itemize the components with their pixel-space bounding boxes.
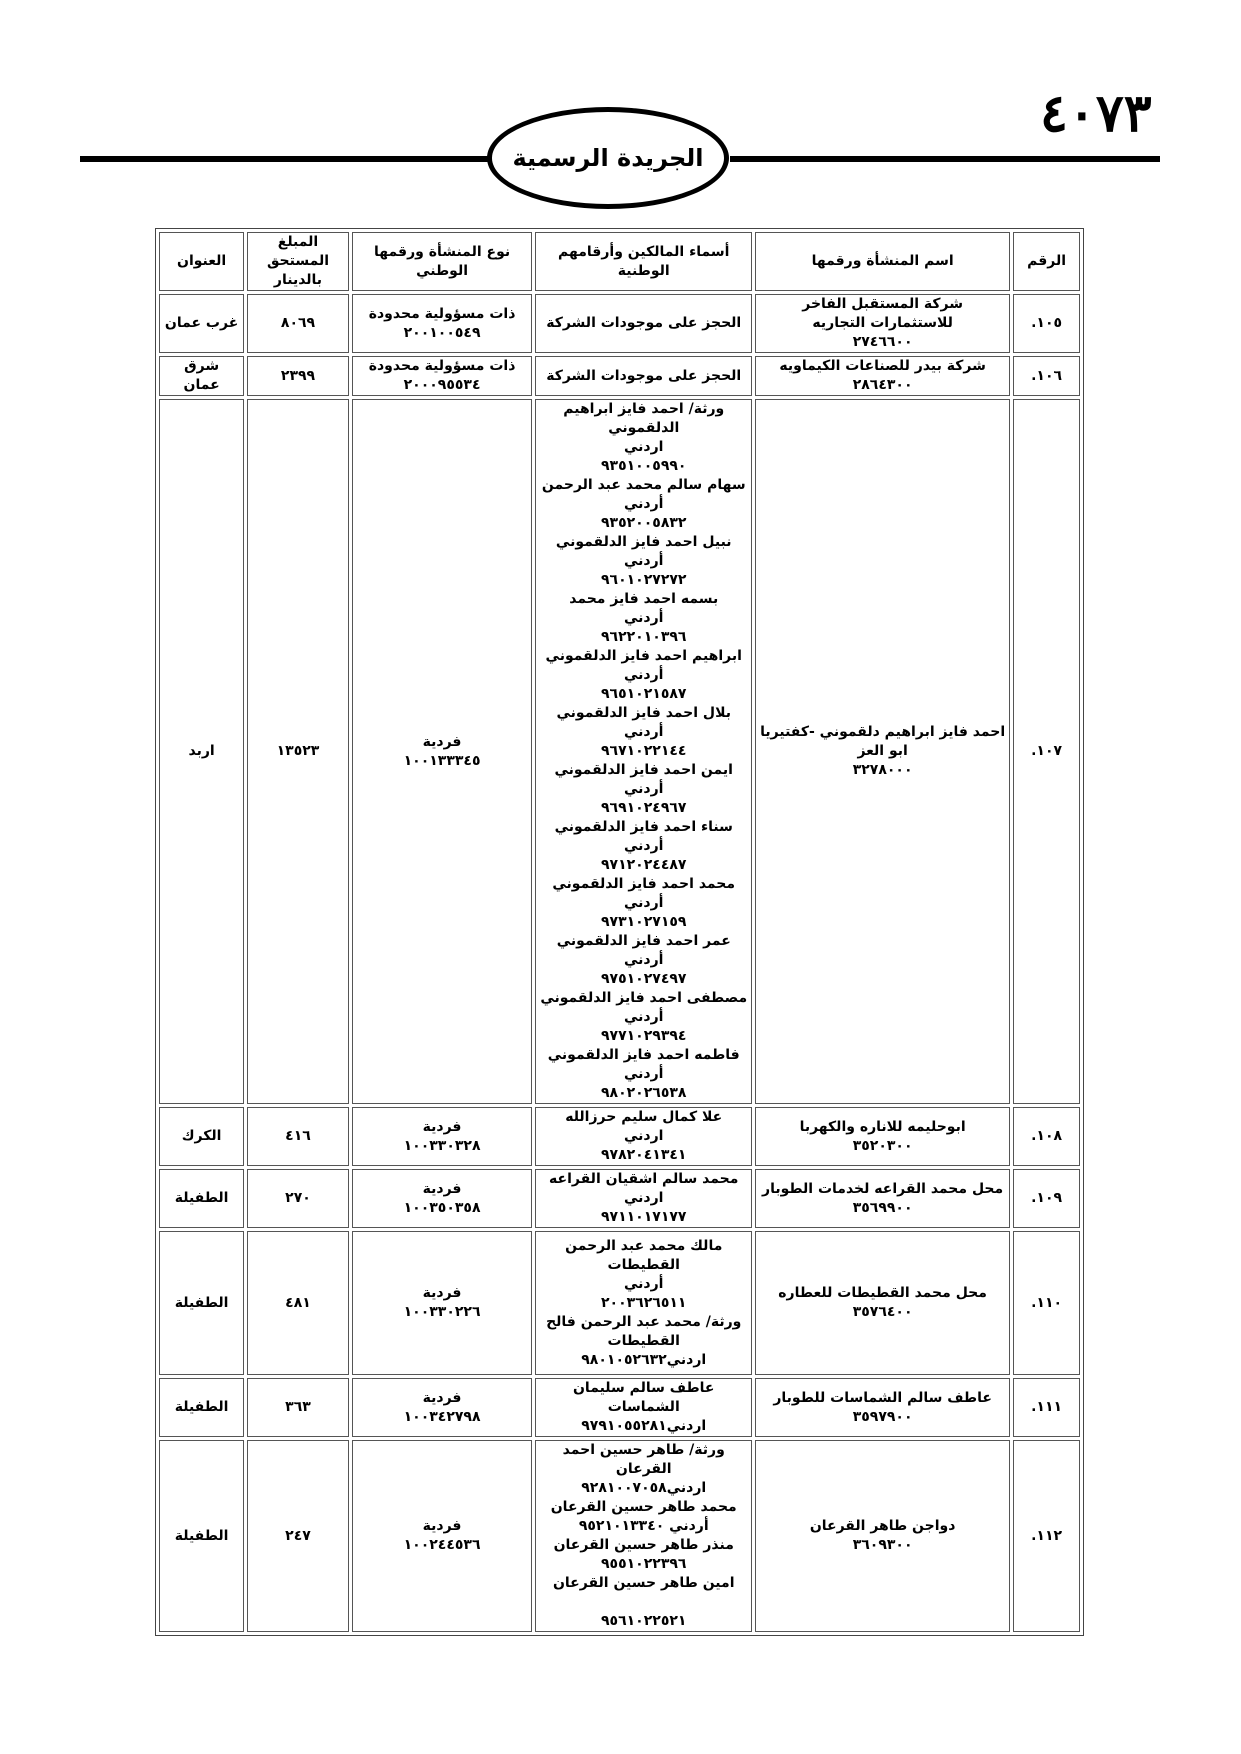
owners-line: سناء احمد فايز الدلقموني xyxy=(554,819,733,835)
column-header-number: الرقم xyxy=(1013,232,1080,291)
cell-establishment xyxy=(755,399,1010,1104)
table-body xyxy=(159,294,1080,1632)
cell-establishment xyxy=(755,1169,1010,1228)
owners-line: علا كمال سليم حرزالله xyxy=(565,1109,723,1125)
name-lines xyxy=(760,1284,1005,1322)
type-line: فردية xyxy=(422,1285,462,1301)
owners-line: الدلقموني xyxy=(608,420,680,436)
gazette-title-oval xyxy=(487,107,729,209)
owners-lines xyxy=(540,1170,747,1227)
type-line: ذات مسؤولية محدودة xyxy=(368,358,516,374)
owners-line: امين طاهر حسين القرعان xyxy=(552,1575,735,1591)
cell-type xyxy=(352,399,533,1104)
owners-line: فاطمه احمد فايز الدلقموني xyxy=(547,1047,740,1063)
table-row xyxy=(159,356,1080,396)
type-line: ١٠٠٣٥٠٣٥٨ xyxy=(403,1199,481,1216)
owners-line: عمر احمد فايز الدلقموني xyxy=(556,933,731,949)
page-number: ٤٠٧٣ xyxy=(1040,83,1152,144)
name-line: شركة بيدر للصناعات الكيماويه xyxy=(779,358,986,374)
name-lines xyxy=(760,723,1005,780)
owners-line: أردني xyxy=(624,496,664,512)
cell-number: ١١٠. xyxy=(1013,1231,1080,1375)
owners-line: ٢٠٠٣٦٢٦٥١١ xyxy=(601,1294,687,1311)
cell-type xyxy=(352,294,533,353)
table-row xyxy=(159,1440,1080,1632)
name-line: عاطف سالم الشماسات للطوبار xyxy=(773,1389,992,1406)
cell-owners xyxy=(535,356,752,396)
owners-lines xyxy=(540,1237,747,1370)
type-line: فردية xyxy=(422,1389,462,1406)
owners-line: أردني xyxy=(624,895,664,911)
owners-line: ٩٧٥١٠٢٧٤٩٧ xyxy=(601,971,687,987)
owners-lines xyxy=(540,367,747,386)
type-lines xyxy=(357,305,528,343)
type-line: ١٠٠٣٤٢٧٩٨ xyxy=(403,1408,481,1425)
owners-line: أردني ٩٥٢١٠١٣٣٤٠ xyxy=(578,1518,709,1534)
cell-number: ١١١. xyxy=(1013,1378,1080,1437)
owners-line: منذر طاهر حسين القرعان xyxy=(553,1537,734,1553)
name-line: ٣٥٧٦٤٠٠ xyxy=(852,1304,913,1320)
table-row xyxy=(159,1231,1080,1375)
cell-owners xyxy=(535,1169,752,1228)
owners-lines xyxy=(540,1441,747,1631)
name-lines xyxy=(760,357,1005,395)
type-line: ١٠٠٣٣٠٢٢٦ xyxy=(403,1304,481,1320)
cell-number: ١٠٧. xyxy=(1013,399,1080,1104)
cell-owners xyxy=(535,294,752,353)
owners-line: أردني xyxy=(624,952,664,968)
table-row xyxy=(159,294,1080,353)
type-line: ٢٠٠٠٩٥٥٣٤ xyxy=(403,377,481,393)
cell-address: الكرك xyxy=(159,1107,244,1166)
cell-address: اربد xyxy=(159,399,244,1104)
owners-line: ٩٦٠١٠٢٧٢٧٢ xyxy=(601,572,687,588)
type-lines xyxy=(357,1389,528,1427)
name-line: شركة المستقبل الفاخر xyxy=(802,296,963,312)
owners-line: ٩٧٨٢٠٤١٣٤١ xyxy=(601,1147,687,1163)
cell-amount: ١٣٥٢٣ xyxy=(247,399,349,1104)
name-line: محل محمد القراعه لخدمات الطوبار xyxy=(762,1180,1004,1197)
owners-line: أردني xyxy=(624,1275,664,1292)
cell-amount: ٨٠٦٩ xyxy=(247,294,349,353)
type-line: فردية xyxy=(422,733,462,750)
name-lines xyxy=(760,1389,1005,1427)
owners-line: ٩٣٥٢٠٠٥٨٣٢ xyxy=(601,515,687,531)
cell-establishment xyxy=(755,294,1010,353)
type-lines xyxy=(357,733,528,771)
cell-type xyxy=(352,356,533,396)
type-line: فردية xyxy=(422,1118,462,1135)
owners-line: ٩٧١١٠١٧١٧٧ xyxy=(601,1209,687,1225)
owners-line: اردني xyxy=(624,1190,664,1206)
cell-establishment xyxy=(755,1231,1010,1375)
table-row xyxy=(159,1378,1080,1437)
owners-line: ابراهيم احمد فايز الدلقموني xyxy=(545,648,742,664)
type-lines xyxy=(357,357,528,395)
cell-number: ١٠٨. xyxy=(1013,1107,1080,1166)
owners-line: ٩٦٢٢٠١٠٣٩٦ xyxy=(601,629,687,645)
owners-line: الحجز على موجودات الشركة xyxy=(546,367,742,384)
name-line: ٣٥٦٩٩٠٠ xyxy=(852,1199,913,1216)
owners-line: اردني xyxy=(624,1128,664,1144)
owners-line: القطيطات xyxy=(607,1332,680,1349)
owners-line: محمد سالم اشقيان القراعه xyxy=(549,1171,739,1187)
owners-line: اردني٩٧٩١٠٥٥٢٨١ xyxy=(581,1418,707,1434)
cell-address: غرب عمان xyxy=(159,294,244,353)
header-rule-left xyxy=(80,156,490,162)
cell-type xyxy=(352,1107,533,1166)
name-lines xyxy=(760,1118,1005,1156)
cell-address: الطفيلة xyxy=(159,1440,244,1632)
name-line: ٣٦٠٩٣٠٠ xyxy=(852,1537,913,1553)
owners-line: محمد احمد فايز الدلقموني xyxy=(552,876,736,892)
owners-line: ٩٦٧١٠٢٢١٤٤ xyxy=(601,743,687,759)
type-line: ١٠٠١٣٣٣٤٥ xyxy=(403,752,481,769)
cell-establishment xyxy=(755,1378,1010,1437)
owners-line: أردني xyxy=(624,724,664,740)
type-line: فردية xyxy=(422,1518,462,1534)
cell-address: الطفيلة xyxy=(159,1231,244,1375)
table-row xyxy=(159,399,1080,1104)
owners-line: أردني xyxy=(624,1066,664,1082)
cell-amount: ٤٨١ xyxy=(247,1231,349,1375)
table-header-row xyxy=(159,232,1080,291)
name-line: محل محمد القطيطات للعطاره xyxy=(778,1285,987,1301)
owners-lines xyxy=(540,1379,747,1436)
owners-line: أردني xyxy=(624,838,664,854)
table-row xyxy=(159,1107,1080,1166)
records-table xyxy=(155,228,1084,1636)
name-line: ٣٥٩٧٩٠٠ xyxy=(852,1408,913,1425)
owners-line: ورثة/ محمد عبد الرحمن فالح xyxy=(546,1313,742,1330)
owners-line: نبيل احمد فايز الدلقموني xyxy=(555,534,732,550)
owners-line: ورثة/ طاهر حسين احمد xyxy=(562,1442,725,1458)
owners-line: ٩٦٥١٠٢١٥٨٧ xyxy=(601,686,687,702)
owners-lines xyxy=(540,1108,747,1165)
owners-lines xyxy=(540,314,747,333)
owners-line: الحجز على موجودات الشركة xyxy=(546,315,742,331)
owners-line: ٩٣٥١٠٠٥٩٩٠ xyxy=(601,458,687,474)
type-line: ١٠٠٢٤٤٥٣٦ xyxy=(403,1537,481,1553)
name-line: ابو العز xyxy=(857,743,908,759)
type-lines xyxy=(357,1517,528,1555)
owners-line: القرعان xyxy=(615,1461,672,1477)
owners-line: مصطفى احمد فايز الدلقموني xyxy=(540,990,748,1006)
owners-line: ٩٥٦١٠٢٢٥٢١ xyxy=(601,1613,687,1629)
cell-type xyxy=(352,1440,533,1632)
type-line: ٢٠٠١٠٠٥٤٩ xyxy=(403,324,481,341)
cell-owners xyxy=(535,1378,752,1437)
name-line: للاستثمارات التجاريه xyxy=(812,315,953,331)
owners-line: ورثة/ احمد فايز ابراهيم xyxy=(563,401,725,417)
owners-line: مالك محمد عبد الرحمن xyxy=(565,1237,723,1254)
owners-line: الشماسات xyxy=(607,1399,680,1415)
gazette-title: الجريدة الرسمية xyxy=(512,144,704,172)
cell-type xyxy=(352,1231,533,1375)
name-lines xyxy=(760,295,1005,352)
cell-owners xyxy=(535,1440,752,1632)
owners-line: ٩٥٥١٠٢٢٣٩٦ xyxy=(601,1556,687,1572)
column-header-amount: المبلغ المستحق بالدينار xyxy=(247,232,349,291)
owners-line: أردني xyxy=(624,667,664,683)
cell-address: الطفيلة xyxy=(159,1169,244,1228)
cell-amount: ٢٤٧ xyxy=(247,1440,349,1632)
cell-owners xyxy=(535,399,752,1104)
owners-line: أردني xyxy=(624,1009,664,1025)
name-line: ٢٨٦٤٣٠٠ xyxy=(852,377,913,393)
type-lines xyxy=(357,1180,528,1218)
table-row xyxy=(159,1169,1080,1228)
owners-lines xyxy=(540,400,747,1103)
owners-line: بسمه احمد فايز محمد xyxy=(569,591,719,607)
owners-line: القطيطات xyxy=(607,1256,680,1273)
name-line: ٢٧٤٦٦٠٠ xyxy=(852,334,913,350)
cell-address: شرق عمان xyxy=(159,356,244,396)
column-header-establishment: اسم المنشأة ورقمها xyxy=(755,232,1010,291)
cell-type xyxy=(352,1378,533,1437)
owners-line: اردني٩٢٨١٠٠٧٠٥٨ xyxy=(581,1480,707,1496)
type-line: ذات مسؤولية محدودة xyxy=(368,305,516,322)
name-line: احمد فايز ابراهيم دلقموني -كفتيريا xyxy=(760,724,1006,740)
owners-line: أردني xyxy=(624,610,664,626)
owners-line xyxy=(540,1593,747,1612)
cell-amount: ٢٧٠ xyxy=(247,1169,349,1228)
column-header-type: نوع المنشأة ورقمها الوطني xyxy=(352,232,533,291)
owners-line: سهام سالم محمد عبد الرحمن xyxy=(541,477,746,493)
name-line: ابوحليمه للاناره والكهربا xyxy=(799,1118,966,1135)
owners-line: بلال احمد فايز الدلقموني xyxy=(556,705,731,721)
cell-address: الطفيلة xyxy=(159,1378,244,1437)
owners-line: اردني xyxy=(624,439,664,455)
owners-line: أردني xyxy=(624,781,664,797)
name-lines xyxy=(760,1180,1005,1218)
name-line: دواجن طاهر القرعان xyxy=(809,1518,956,1534)
owners-line: ٩٨٠٢٠٢٦٥٣٨ xyxy=(601,1085,687,1101)
owners-line: محمد طاهر حسين القرعان xyxy=(550,1499,737,1515)
owners-line: ايمن احمد فايز الدلقموني xyxy=(554,762,733,778)
type-lines xyxy=(357,1118,528,1156)
cell-type xyxy=(352,1169,533,1228)
cell-number: ١١٢. xyxy=(1013,1440,1080,1632)
name-lines xyxy=(760,1517,1005,1555)
column-header-owners: أسماء المالكين وأرقامهم الوطنية xyxy=(535,232,752,291)
type-line: ١٠٠٣٣٠٣٢٨ xyxy=(403,1137,481,1154)
cell-establishment xyxy=(755,356,1010,396)
owners-line: ٩٧١٢٠٢٤٤٨٧ xyxy=(601,857,687,873)
cell-owners xyxy=(535,1107,752,1166)
name-line: ٣٢٧٨٠٠٠ xyxy=(852,762,913,778)
cell-amount: ٢٣٩٩ xyxy=(247,356,349,396)
owners-line: عاطف سالم سليمان xyxy=(572,1380,715,1396)
column-header-address: العنوان xyxy=(159,232,244,291)
cell-establishment xyxy=(755,1440,1010,1632)
cell-number: ١٠٩. xyxy=(1013,1169,1080,1228)
type-lines xyxy=(357,1284,528,1322)
cell-establishment xyxy=(755,1107,1010,1166)
cell-number: ١٠٦. xyxy=(1013,356,1080,396)
owners-line: أردني xyxy=(624,553,664,569)
cell-amount: ٣٦٣ xyxy=(247,1378,349,1437)
owners-line: ٩٦٩١٠٢٤٩٦٧ xyxy=(601,800,687,816)
owners-line: اردني٩٨٠١٠٥٢٦٣٢ xyxy=(581,1351,707,1368)
header-rule-right xyxy=(730,156,1160,162)
owners-line: ٩٧٧١٠٢٩٣٩٤ xyxy=(601,1028,687,1044)
cell-amount: ٤١٦ xyxy=(247,1107,349,1166)
name-line: ٣٥٢٠٣٠٠ xyxy=(852,1137,913,1154)
cell-number: ١٠٥. xyxy=(1013,294,1080,353)
owners-line: ٩٧٣١٠٢٧١٥٩ xyxy=(601,914,687,930)
type-line: فردية xyxy=(422,1180,462,1197)
cell-owners xyxy=(535,1231,752,1375)
